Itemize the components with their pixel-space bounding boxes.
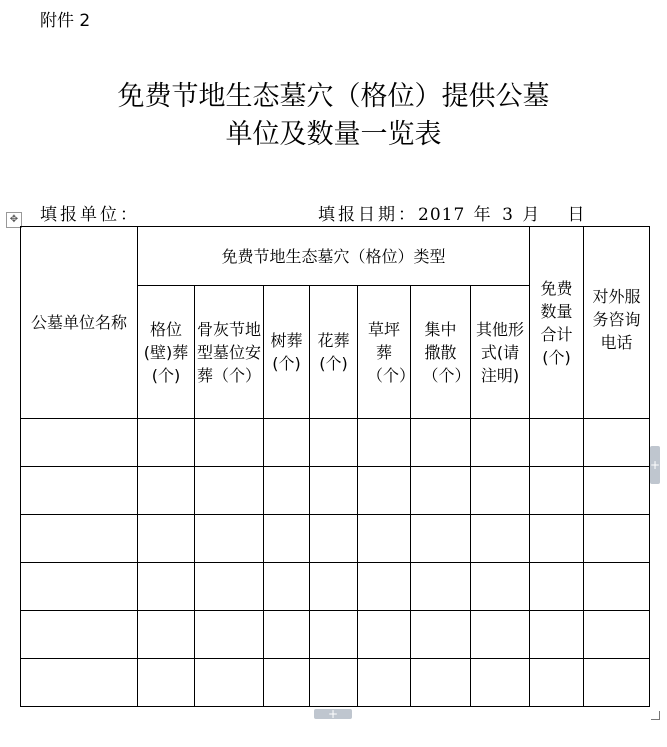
table-cell[interactable] bbox=[358, 659, 411, 707]
table-cell[interactable] bbox=[411, 515, 471, 563]
table-cell[interactable] bbox=[264, 419, 310, 467]
table-cell[interactable] bbox=[530, 563, 584, 611]
table-cell[interactable] bbox=[264, 659, 310, 707]
table-cell[interactable] bbox=[21, 659, 138, 707]
table-cell[interactable] bbox=[138, 515, 195, 563]
table-cell[interactable] bbox=[138, 563, 195, 611]
subheader-other: 其他形式(请注明) bbox=[471, 286, 530, 419]
fill-date-year: 2017 bbox=[418, 205, 466, 225]
table-cell[interactable] bbox=[411, 563, 471, 611]
table-cell[interactable] bbox=[530, 611, 584, 659]
fill-date-month-unit: 月 bbox=[522, 205, 543, 225]
data-table bbox=[20, 226, 650, 707]
table-cell[interactable] bbox=[310, 515, 358, 563]
table-cell[interactable] bbox=[358, 467, 411, 515]
table-cell[interactable] bbox=[358, 419, 411, 467]
document-title-line2: 单位及数量一览表 bbox=[225, 119, 442, 150]
table-cell[interactable] bbox=[195, 419, 264, 467]
subheader-lawn: 草坪葬（个） bbox=[358, 286, 411, 419]
table-row bbox=[21, 515, 650, 563]
fill-unit-label: 填报单位： bbox=[40, 205, 140, 225]
fill-date bbox=[318, 200, 588, 225]
table-row bbox=[21, 611, 650, 659]
fill-date-month: 3 bbox=[502, 205, 514, 225]
table-cell[interactable] bbox=[411, 467, 471, 515]
table-cell[interactable] bbox=[530, 659, 584, 707]
table-cell[interactable] bbox=[310, 467, 358, 515]
add-row-plus-icon[interactable]: + bbox=[314, 709, 352, 719]
table-cell[interactable] bbox=[138, 467, 195, 515]
table-cell[interactable] bbox=[358, 611, 411, 659]
subheader-scatter: 集中撒散（个） bbox=[411, 286, 471, 419]
table-cell[interactable] bbox=[310, 419, 358, 467]
table-cell[interactable] bbox=[21, 563, 138, 611]
table-cell[interactable] bbox=[584, 563, 650, 611]
table-cell[interactable] bbox=[358, 563, 411, 611]
add-column-plus-icon[interactable]: + bbox=[650, 446, 660, 484]
table-cell[interactable] bbox=[138, 419, 195, 467]
table-cell[interactable] bbox=[584, 419, 650, 467]
fill-date-day-unit: 日 bbox=[567, 205, 588, 225]
table-cell[interactable] bbox=[584, 659, 650, 707]
table-cell[interactable] bbox=[195, 467, 264, 515]
table-cell[interactable] bbox=[411, 419, 471, 467]
document-title-line1: 免费节地生态墓穴（格位）提供公墓 bbox=[117, 81, 550, 112]
table-cell[interactable] bbox=[21, 467, 138, 515]
table-row bbox=[21, 419, 650, 467]
table-cell[interactable] bbox=[195, 659, 264, 707]
table-cell[interactable] bbox=[195, 563, 264, 611]
subheader-wall: 格位(壁)葬(个) bbox=[138, 286, 195, 419]
table-row bbox=[21, 563, 650, 611]
header-unit-name: 公墓单位名称 bbox=[21, 227, 138, 419]
table-cell[interactable] bbox=[195, 611, 264, 659]
header-phone: 对外服务咨询电话 bbox=[584, 227, 650, 419]
table-row bbox=[21, 659, 650, 707]
table-cell[interactable] bbox=[471, 419, 530, 467]
table-cell[interactable] bbox=[21, 515, 138, 563]
resize-icon[interactable] bbox=[651, 711, 660, 720]
table-cell[interactable] bbox=[21, 419, 138, 467]
table-cell[interactable] bbox=[471, 515, 530, 563]
table-cell[interactable] bbox=[264, 563, 310, 611]
table-cell[interactable] bbox=[530, 419, 584, 467]
table-cell[interactable] bbox=[584, 515, 650, 563]
fill-date-year-unit: 年 bbox=[473, 205, 494, 225]
table-cell[interactable] bbox=[264, 611, 310, 659]
subheader-ash: 骨灰节地型墓位安葬（个） bbox=[195, 286, 264, 419]
table-cell[interactable] bbox=[138, 659, 195, 707]
table-cell[interactable] bbox=[411, 659, 471, 707]
table-cell[interactable] bbox=[471, 467, 530, 515]
table-cell[interactable] bbox=[195, 515, 264, 563]
table-cell[interactable] bbox=[358, 515, 411, 563]
table-cell[interactable] bbox=[584, 467, 650, 515]
fill-date-label: 填报日期： bbox=[318, 205, 418, 225]
table-cell[interactable] bbox=[138, 611, 195, 659]
table-cell[interactable] bbox=[471, 563, 530, 611]
table-cell[interactable] bbox=[264, 467, 310, 515]
subheader-tree: 树葬(个) bbox=[264, 286, 310, 419]
table-cell[interactable] bbox=[584, 611, 650, 659]
table-cell[interactable] bbox=[21, 611, 138, 659]
table-cell[interactable] bbox=[264, 515, 310, 563]
table-cell[interactable] bbox=[310, 659, 358, 707]
table-cell[interactable] bbox=[530, 467, 584, 515]
table-cell[interactable] bbox=[310, 611, 358, 659]
table-cell[interactable] bbox=[310, 563, 358, 611]
table-cell[interactable] bbox=[411, 611, 471, 659]
table-cell[interactable] bbox=[471, 611, 530, 659]
subheader-flower: 花葬(个) bbox=[310, 286, 358, 419]
header-group-type: 免费节地生态墓穴（格位）类型 bbox=[138, 227, 530, 286]
attachment-label: 附件 2 bbox=[40, 11, 91, 31]
table-cell[interactable] bbox=[471, 659, 530, 707]
table-cell[interactable] bbox=[530, 515, 584, 563]
header-total: 免费数量合计(个) bbox=[530, 227, 584, 419]
table-row bbox=[21, 467, 650, 515]
move-icon[interactable]: ✥ bbox=[6, 212, 22, 228]
